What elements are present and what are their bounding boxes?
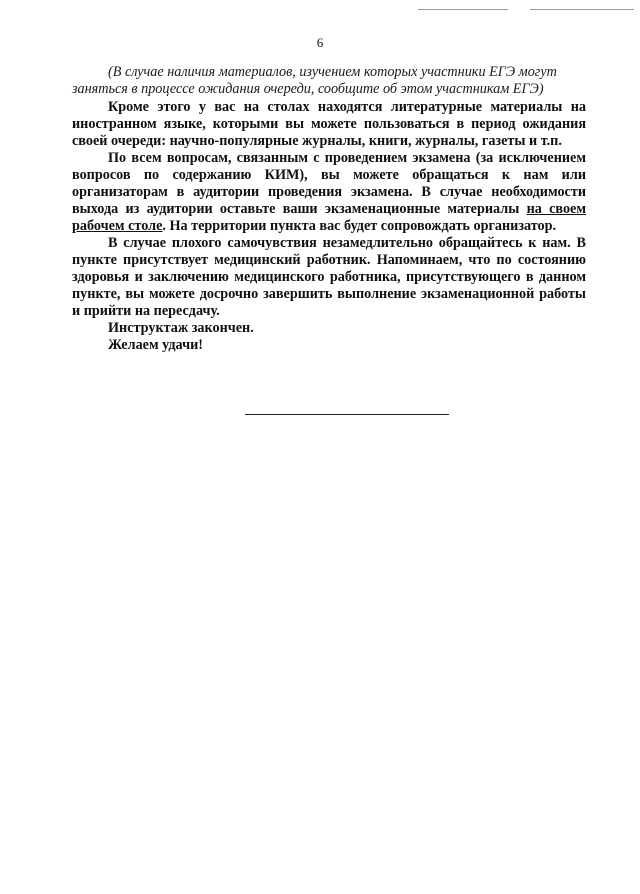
- note-line-1: (В случае наличия материалов, изучением которых участники ЕГЭ могут: [108, 64, 557, 80]
- closing-divider: [245, 414, 449, 415]
- paragraph-literature: Кроме этого у вас на столах находятся литературные материалы на иностранном языке, которыми вы можете пользоваться в период ожидания своей очереди: научно-популярные журналы, книги, журналы, газеты и т.п.: [72, 99, 586, 149]
- paragraph-questions: [72, 150, 586, 235]
- instruction-finished: Инструктаж закончен.: [108, 320, 254, 336]
- instruction-body: [72, 99, 586, 354]
- good-luck: Желаем удачи!: [108, 337, 203, 353]
- italic-instruction-note: [72, 64, 622, 98]
- page-number: 6: [316, 35, 324, 50]
- paragraph-questions-end: . На территории пункта вас будет сопровождать организатор.: [162, 218, 557, 234]
- scan-edge-line-left: [418, 9, 508, 10]
- paragraph-questions-start: По всем вопросам, связанным с проведением экзамена (за исключением вопросов по содержанию КИМ), вы можете обращаться к нам или организаторам в аудитории проведения экзамена. В случае необходимости выхода из аудитории оставьте ваши экзаменационные материалы: [72, 150, 586, 217]
- paragraph-health: В случае плохого самочувствия незамедлительно обращайтесь к нам. В пункте присутствует медицинский работник. Напоминаем, что по состоянию здоровья и заключению медицинского работника, присутствующего в данном пункте, вы можете досрочно завершить выполнение экзаменационной работы и прийти на пересдачу.: [72, 235, 586, 319]
- note-line-2: заняться в процессе ожидания очереди, сообщите об этом участникам ЕГЭ): [72, 81, 544, 97]
- underlined-phrase: на своем рабочем столе: [72, 201, 587, 234]
- scan-edge-line-right: [530, 9, 634, 10]
